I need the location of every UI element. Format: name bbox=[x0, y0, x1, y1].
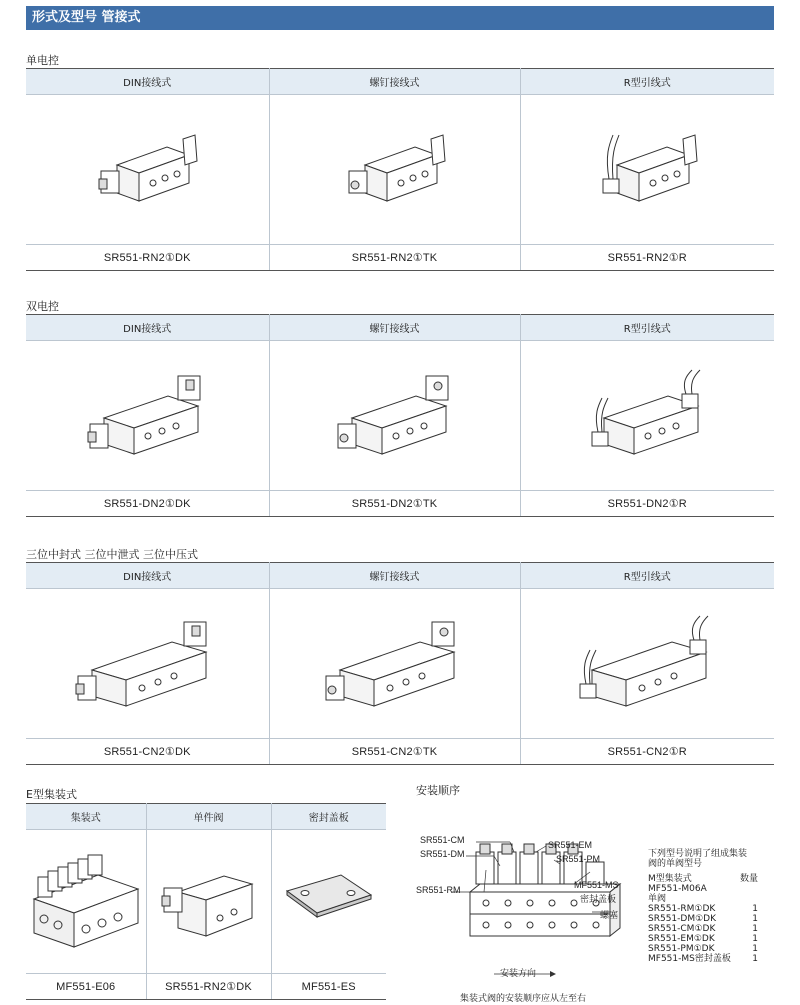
header-rlead: R型引线式 bbox=[520, 563, 774, 589]
list-header-qty: 数量 bbox=[739, 874, 758, 884]
section-title-single: 单电控 bbox=[26, 54, 59, 67]
valve-image-cell bbox=[271, 830, 386, 974]
list-item-qty: 1 bbox=[752, 954, 758, 964]
table-emanifold bbox=[26, 803, 386, 1000]
list-sub: 单阀 bbox=[648, 894, 667, 904]
header-screw: 螺钉接线式 bbox=[269, 315, 520, 341]
three-pos-valve-screw-image bbox=[320, 614, 470, 714]
valve-image-cell bbox=[269, 95, 520, 245]
header-single-valve: 单件阀 bbox=[146, 804, 271, 830]
note-line: 阀的单阀型号 bbox=[648, 859, 703, 869]
callout-em: SR551-EM bbox=[548, 840, 593, 850]
valve-image-cell bbox=[26, 95, 269, 245]
manifold-single-valve-image bbox=[154, 852, 264, 952]
model-code: SR551-DN2①TK bbox=[269, 491, 520, 517]
page-banner: 形式及型号 管接式 bbox=[26, 6, 774, 30]
three-pos-valve-din-image bbox=[72, 614, 222, 714]
model-code: SR551-CN2①R bbox=[520, 739, 774, 765]
callout-cm: SR551-CM bbox=[420, 835, 465, 845]
callout-plug: 螺塞 bbox=[600, 910, 619, 920]
model-code: SR551-CN2①DK bbox=[26, 739, 269, 765]
seal-plate-image bbox=[279, 867, 379, 937]
list-header-name: M型集装式 bbox=[648, 874, 692, 884]
list-item-name: SR551-CM①DK bbox=[648, 924, 716, 934]
callout-ms: MF551-MS bbox=[574, 880, 619, 890]
model-code: MF551-E06 bbox=[26, 974, 146, 1000]
list-item-name: SR551-RM①DK bbox=[648, 904, 716, 914]
valve-image-cell bbox=[520, 95, 774, 245]
list-item bbox=[648, 924, 778, 934]
single-valve-din-image bbox=[87, 125, 207, 215]
model-code: SR551-RN2①TK bbox=[269, 245, 520, 271]
table-three-position bbox=[26, 562, 774, 765]
install-footnote: 集装式阀的安装顺序应从左至右 bbox=[460, 993, 587, 1003]
header-seal-plate: 密封盖板 bbox=[271, 804, 386, 830]
list-header bbox=[648, 874, 778, 884]
direction-label: 安装方向 bbox=[500, 968, 537, 978]
list-item bbox=[648, 934, 778, 944]
double-valve-din-image bbox=[82, 366, 212, 466]
header-rlead: R型引线式 bbox=[520, 315, 774, 341]
list-item-qty: 1 bbox=[752, 914, 758, 924]
list-item-qty: 1 bbox=[752, 934, 758, 944]
list-item-qty: 1 bbox=[752, 924, 758, 934]
list-item-name: MF551-MS密封盖板 bbox=[648, 954, 731, 964]
section-title-double: 双电控 bbox=[26, 300, 59, 313]
single-valve-rlead-image bbox=[587, 125, 707, 215]
list-item bbox=[648, 944, 778, 954]
section-title-three-position: 三位中封式 三位中泄式 三位中压式 bbox=[26, 548, 198, 561]
table-single-solenoid bbox=[26, 68, 774, 271]
callout-ms-sub: 密封盖板 bbox=[580, 894, 617, 904]
list-item bbox=[648, 954, 778, 964]
list-item-name: SR551-DM①DK bbox=[648, 914, 716, 924]
callout-rm: SR551-RM bbox=[416, 885, 461, 895]
valve-image-cell bbox=[269, 341, 520, 491]
header-manifold: 集装式 bbox=[26, 804, 146, 830]
model-code: SR551-RN2①DK bbox=[146, 974, 271, 1000]
header-rlead: R型引线式 bbox=[520, 69, 774, 95]
double-valve-rlead-image bbox=[582, 366, 712, 466]
install-title: 安装顺序 bbox=[416, 784, 460, 797]
section-title-emanifold: E型集装式 bbox=[26, 788, 77, 801]
manifold-image bbox=[28, 847, 144, 957]
table-double-solenoid bbox=[26, 314, 774, 517]
header-screw: 螺钉接线式 bbox=[269, 69, 520, 95]
list-item-name: SR551-EM①DK bbox=[648, 934, 715, 944]
model-code: MF551-ES bbox=[271, 974, 386, 1000]
header-screw: 螺钉接线式 bbox=[269, 563, 520, 589]
note-line: 下列型号说明了组成集装 bbox=[648, 849, 748, 859]
model-code: SR551-DN2①DK bbox=[26, 491, 269, 517]
valve-image-cell bbox=[520, 589, 774, 739]
header-din: DIN接线式 bbox=[26, 69, 269, 95]
list-item-name: SR551-PM①DK bbox=[648, 944, 715, 954]
header-din: DIN接线式 bbox=[26, 563, 269, 589]
valve-image-cell bbox=[26, 830, 146, 974]
valve-image-cell bbox=[146, 830, 271, 974]
three-pos-valve-rlead-image bbox=[572, 614, 722, 714]
header-din: DIN接线式 bbox=[26, 315, 269, 341]
list-item bbox=[648, 914, 778, 924]
valve-image-cell bbox=[26, 341, 269, 491]
model-code: SR551-RN2①R bbox=[520, 245, 774, 271]
callout-pm: SR551-PM bbox=[556, 854, 601, 864]
list-first: MF551-M06A bbox=[648, 884, 707, 894]
valve-image-cell bbox=[520, 341, 774, 491]
list-item-qty: 1 bbox=[752, 944, 758, 954]
list-item bbox=[648, 904, 778, 914]
model-code: SR551-DN2①R bbox=[520, 491, 774, 517]
valve-image-cell bbox=[26, 589, 269, 739]
model-code: SR551-CN2①TK bbox=[269, 739, 520, 765]
valve-image-cell bbox=[269, 589, 520, 739]
model-code: SR551-RN2①DK bbox=[26, 245, 269, 271]
double-valve-screw-image bbox=[330, 366, 460, 466]
list-item-qty: 1 bbox=[752, 904, 758, 914]
callout-dm: SR551-DM bbox=[420, 849, 465, 859]
single-valve-screw-image bbox=[335, 125, 455, 215]
